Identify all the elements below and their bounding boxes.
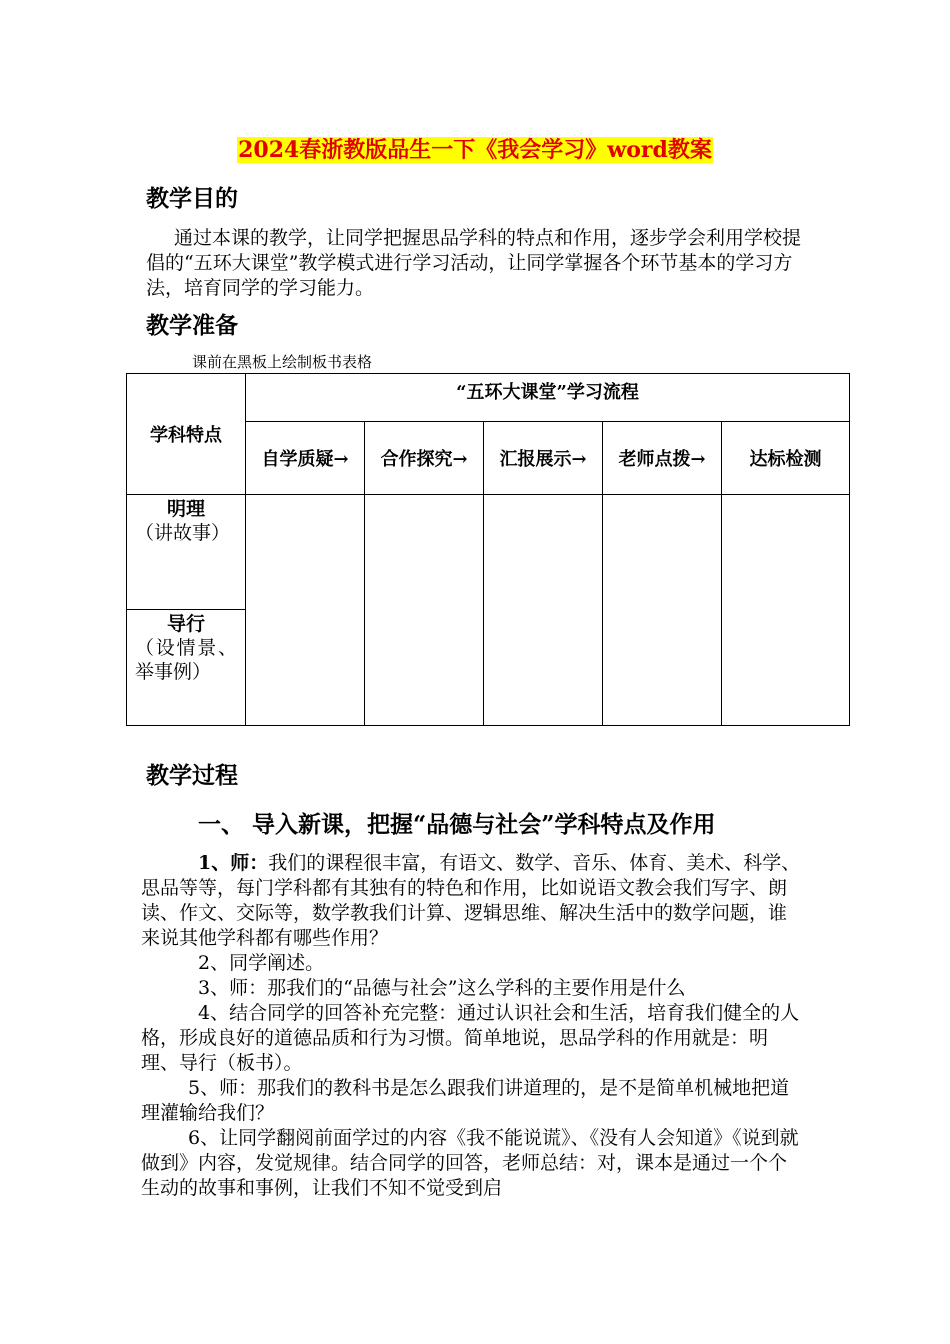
- process-item-num: 1、师：: [198, 852, 269, 874]
- empty-cell: [484, 495, 603, 726]
- flow-header-cell: [246, 374, 850, 422]
- document-title-text: 2024春浙教版品生一下《我会学习》word教案: [238, 137, 712, 163]
- step-label: 合作探究→: [380, 449, 468, 470]
- flow-header: “五环大课堂”学习流程: [456, 382, 639, 403]
- empty-cell: [722, 495, 850, 726]
- row-label-cell: [127, 495, 246, 610]
- preparation-note: 课前在黑板上绘制板书表格: [192, 353, 373, 371]
- step-cell: [603, 422, 722, 495]
- row-label-cell: [127, 610, 246, 726]
- row-desc: （讲故事）: [135, 522, 231, 544]
- row-title: 明理: [166, 498, 205, 520]
- process-heading: 教学过程: [146, 762, 238, 789]
- process-item-text: 我们的课程很丰富，有语文、数学、音乐、体育、美术、科学、思品等等，每门学科都有其独有的特色和作用，比如说语文教会我们写字、朗读、作文、交际等，数学教我们计算、逻辑思维、解决生活中的数学问题，谁来说其他学科都有哪些作用？: [141, 852, 801, 949]
- process-item: [141, 1076, 805, 1126]
- board-table: [126, 373, 850, 726]
- objective-heading: 教学目的: [146, 185, 238, 212]
- step-cell: [246, 422, 365, 495]
- row-desc: （设情景、举事例）: [135, 637, 237, 683]
- row-title: 导行: [166, 613, 205, 635]
- objective-text: 通过本课的教学，让同学把握思品学科的特点和作用，逐步学会利用学校提倡的“五环大课堂”教学模式进行学习活动，让同学掌握各个环节基本的学习方法，培育同学的学习能力。: [146, 227, 802, 299]
- process-item: [141, 1126, 805, 1201]
- subject-header: 学科特点: [150, 425, 222, 446]
- preparation-heading: 教学准备: [146, 312, 238, 339]
- step-cell: [365, 422, 484, 495]
- process-item: [141, 851, 805, 951]
- step-label: 老师点拨→: [618, 449, 706, 470]
- step-cell: [722, 422, 850, 495]
- step-label: 达标检测: [749, 449, 822, 470]
- step-label: 自学质疑→: [261, 449, 349, 470]
- process-body: [141, 851, 805, 1201]
- process-item: [141, 1001, 805, 1076]
- process-item: [141, 976, 805, 1001]
- step-cell: [484, 422, 603, 495]
- step-label: 汇报展示→: [499, 449, 587, 470]
- subject-header-cell: [127, 374, 246, 495]
- empty-cell: [365, 495, 484, 726]
- empty-cell: [603, 495, 722, 726]
- process-subheading: 一、 导入新课，把握“品德与社会”学科特点及作用: [198, 811, 716, 838]
- process-item-text: 5、师：那我们的教科书是怎么跟我们讲道理的，是不是简单机械地把道理灌输给我们？: [141, 1077, 790, 1124]
- process-item-text: 2、同学阐述。: [198, 952, 325, 974]
- process-item: [141, 951, 805, 976]
- process-item-text: 6、让同学翻阅前面学过的内容《我不能说谎》、《没有人会知道》《说到就做到》内容，发觉规律。结合同学的回答，老师总结：对，课本是通过一个个生动的故事和事例，让我们不知不觉受到启: [141, 1127, 799, 1199]
- empty-cell: [246, 495, 365, 726]
- process-item-text: 4、结合同学的回答补充完整：通过认识社会和生活，培育我们健全的人格，形成良好的道德品质和行为习惯。简单地说，思品学科的作用就是：明理、导行（板书）。: [141, 1002, 800, 1074]
- process-item-text: 3、师：那我们的“品德与社会”这么学科的主要作用是什么: [198, 977, 686, 999]
- objective-paragraph: [146, 226, 810, 301]
- document-title: [0, 136, 950, 164]
